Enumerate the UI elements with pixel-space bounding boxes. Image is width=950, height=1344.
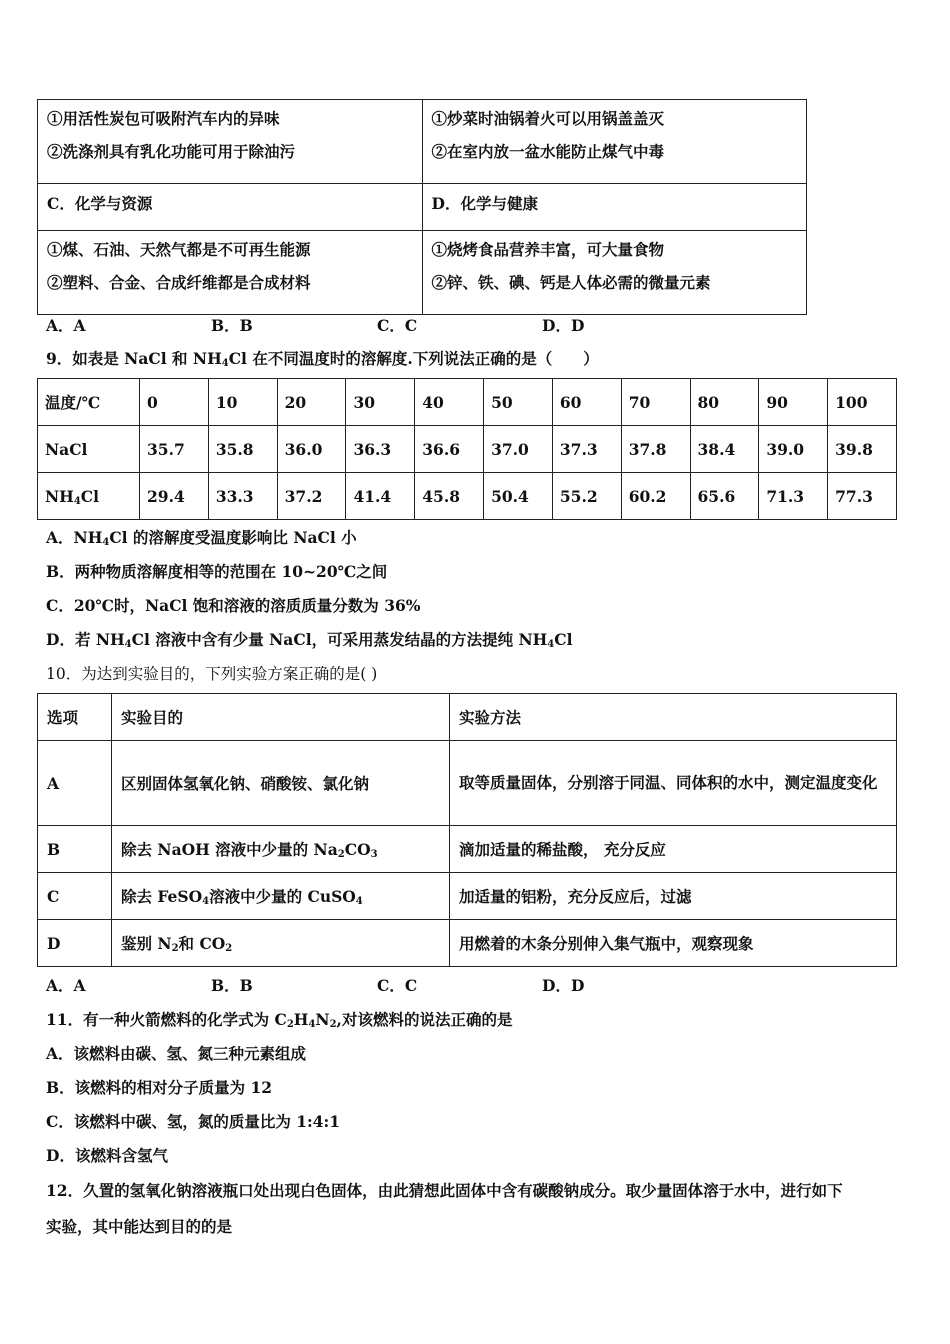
value-cell: 45.8 [415,473,484,520]
row-option: B [38,826,112,873]
cell-row3-right [422,231,807,315]
statement: ②锌、铁、碘、钙是人体必需的微量元素 [431,273,711,292]
value-cell: 41.4 [346,473,415,520]
statement: ①炒菜时油锅着火可以用锅盖盖灭 [431,109,665,128]
temp-cell: 100 [828,379,897,426]
value-cell: 37.8 [621,426,690,473]
experiment-table [37,693,897,967]
statement: ②塑料、合金、合成纤维都是合成材料 [47,273,311,292]
row-purpose: 除去 NaOH 溶液中少量的 $Na_2CO_3$ [112,826,450,873]
statement: ①煤、石油、天然气都是不可再生能源 [47,240,311,259]
header-label: 温度/℃ [38,379,140,426]
q9-option-d[interactable]: D．若 $NH_4Cl$ 溶液中含有少量 NaCl，可采用蒸发结晶的方法提纯 $NH_4Cl$ [46,630,573,650]
nacl-row [38,426,897,473]
temp-cell: 80 [690,379,759,426]
value-cell: 29.4 [140,473,209,520]
row-method: 加适量的铝粉，充分反应后，过滤 [450,873,897,920]
value-cell: 39.0 [759,426,828,473]
row-option: C [38,873,112,920]
header-option: 选项 [38,694,112,741]
value-cell: 60.2 [621,473,690,520]
q11-option-a[interactable]: A．该燃料由碳、氢、氮三种元素组成 [46,1044,307,1063]
option-d[interactable]: D．D [542,976,585,995]
table-row [38,873,897,920]
temp-cell: 30 [346,379,415,426]
value-cell: 39.8 [828,426,897,473]
nacl-label: NaCl [38,426,140,473]
temp-cell: 70 [621,379,690,426]
temp-cell: 10 [208,379,277,426]
value-cell: 50.4 [484,473,553,520]
value-cell: 36.0 [277,426,346,473]
cell-row1-right [422,100,807,184]
option-d[interactable]: D．D [542,316,585,335]
header-purpose: 实验目的 [112,694,450,741]
value-cell: 35.8 [208,426,277,473]
q9-option-c[interactable]: C．20℃时，NaCl 饱和溶液的溶质质量分数为 36% [46,596,421,615]
solubility-table [37,378,897,520]
row-option: A [38,741,112,826]
value-cell: 33.3 [208,473,277,520]
value-cell: 38.4 [690,426,759,473]
value-cell: 37.0 [484,426,553,473]
temp-cell: 90 [759,379,828,426]
row-purpose: 除去 FeSO$_4$溶液中少量的 CuSO$_4$ [112,873,450,920]
value-cell: 35.7 [140,426,209,473]
table-row [38,920,897,967]
value-cell: 77.3 [828,473,897,520]
value-cell: 37.3 [552,426,621,473]
header-row [38,694,897,741]
q12-stem-line2: 实验，其中能达到目的的是 [46,1217,233,1236]
temperature-row [38,379,897,426]
temp-cell: 20 [277,379,346,426]
row-method: 滴加适量的稀盐酸， 充分反应 [450,826,897,873]
cell-heading-c: C．化学与资源 [38,184,423,231]
value-cell: 71.3 [759,473,828,520]
value-cell: 36.6 [415,426,484,473]
temp-cell: 0 [140,379,209,426]
temp-cell: 40 [415,379,484,426]
comparison-table [37,99,807,315]
row-purpose: 鉴别 $N_2$和 $CO_2$ [112,920,450,967]
table-row [38,741,897,826]
value-cell: 65.6 [690,473,759,520]
row-purpose: 区别固体氢氧化钠、硝酸铵、氯化钠 [112,741,450,826]
temp-cell: 50 [484,379,553,426]
option-a[interactable]: A．A [46,316,86,335]
statement: ①用活性炭包可吸附汽车内的异味 [47,109,280,128]
q9-option-a[interactable]: A．$NH_4Cl$ 的溶解度受温度影响比 NaCl 小 [46,528,357,548]
value-cell: 55.2 [552,473,621,520]
header-method: 实验方法 [450,694,897,741]
q11-stem: 11．有一种火箭燃料的化学式为 $C_2H_4N_2$,对该燃料的说法正确的是 [46,1010,513,1030]
q9-option-b[interactable]: B．两种物质溶解度相等的范围在 10~20℃之间 [46,562,388,581]
temp-cell: 60 [552,379,621,426]
option-b[interactable]: B．B [211,316,253,335]
q12-stem-line1: 12．久置的氢氧化钠溶液瓶口处出现白色固体，由此猜想此固体中含有碳酸钠成分。取少量固体溶于水中，进行如下 [46,1181,843,1200]
option-c[interactable]: C．C [377,976,418,995]
q11-option-b[interactable]: B．该燃料的相对分子质量为 12 [46,1078,273,1097]
option-a[interactable]: A．A [46,976,86,995]
cell-row1-left [38,100,423,184]
statement: ②在室内放一盆水能防止煤气中毒 [431,142,665,161]
row-method: 用燃着的木条分别伸入集气瓶中，观察现象 [450,920,897,967]
value-cell: 36.3 [346,426,415,473]
statement: ①烧烤食品营养丰富，可大量食物 [431,240,665,259]
q10-stem: 10．为达到实验目的，下列实验方案正确的是( ) [46,665,378,683]
q9-stem: 9．如表是 NaCl 和 $NH_4Cl$ 在不同温度时的溶解度.下列说法正确的是（ ） [46,349,599,369]
option-c[interactable]: C．C [377,316,418,335]
row-option: D [38,920,112,967]
table-row [38,826,897,873]
nh4cl-label: $NH_4Cl$ [38,473,140,520]
row-method: 取等质量固体，分别溶于同温、同体积的水中，测定温度变化 [450,741,897,826]
cell-row3-left [38,231,423,315]
value-cell: 37.2 [277,473,346,520]
cell-heading-d: D．化学与健康 [422,184,807,231]
q11-option-c[interactable]: C．该燃料中碳、氢，氮的质量比为 1:4:1 [46,1112,341,1131]
nh4cl-row [38,473,897,520]
statement: ②洗涤剂具有乳化功能可用于除油污 [47,142,296,161]
option-b[interactable]: B．B [211,976,253,995]
q11-option-d[interactable]: D．该燃料含氢气 [46,1146,168,1165]
